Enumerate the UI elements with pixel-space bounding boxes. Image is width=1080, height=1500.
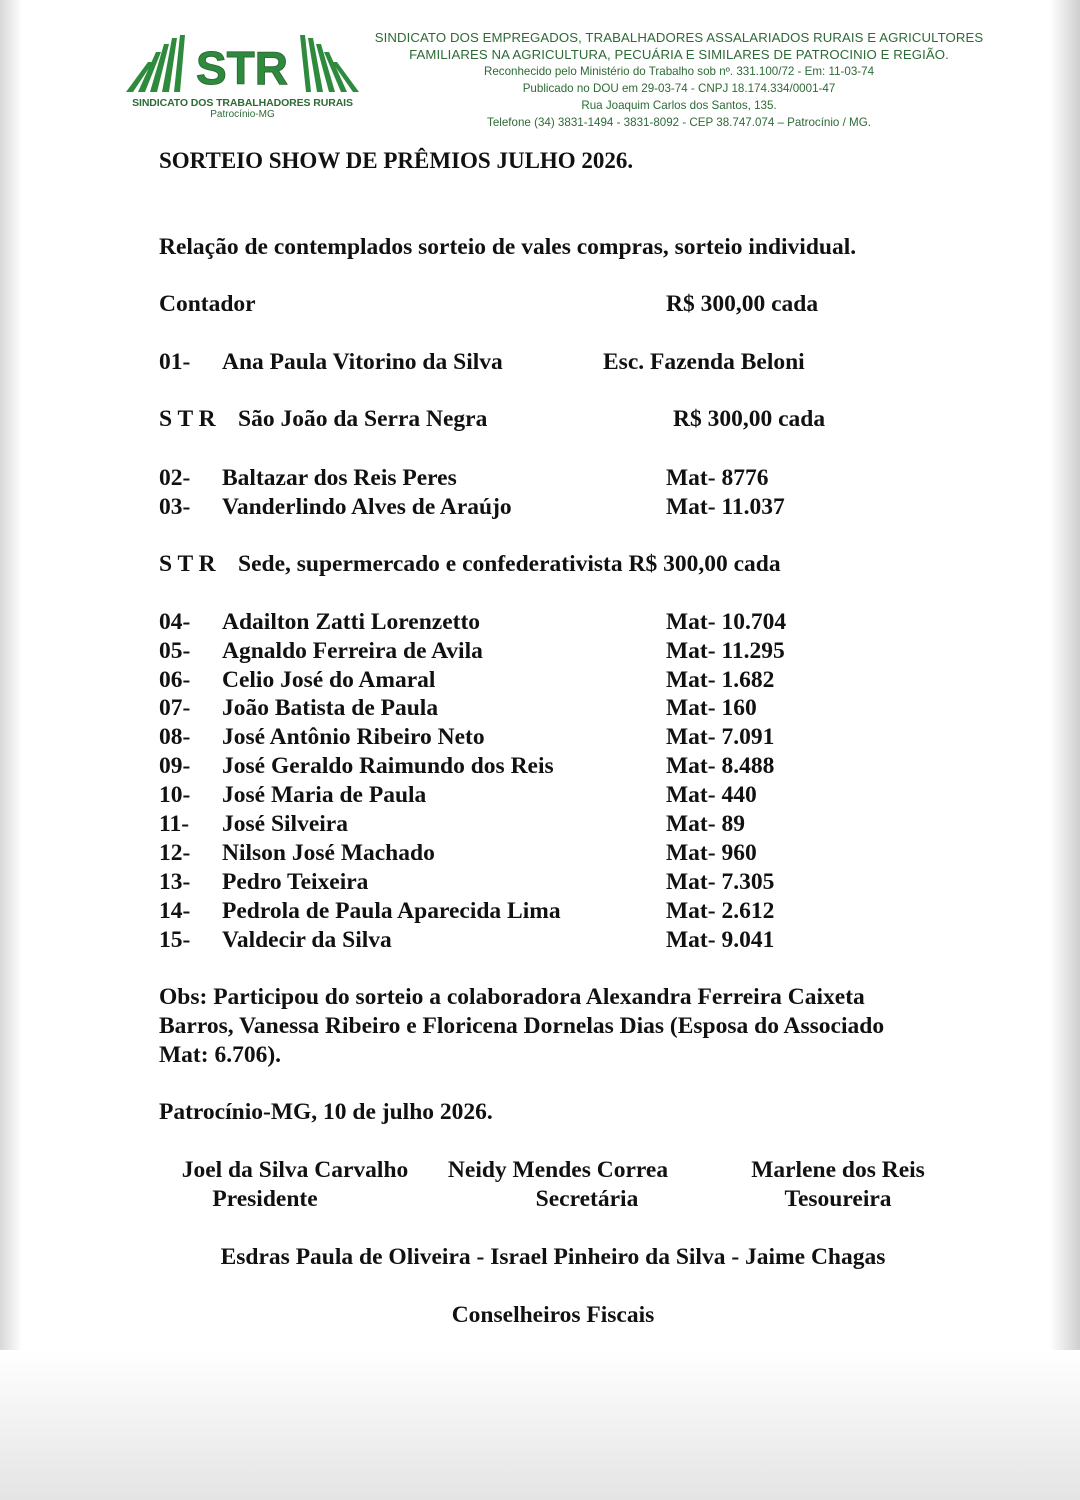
signature-role: Secretária — [535, 1186, 639, 1212]
entry-number: 08- — [159, 724, 191, 750]
entry-info: Mat- 8.488 — [666, 753, 775, 779]
entry-name: José Geraldo Raimundo dos Reis — [222, 753, 554, 779]
org-line-3: Reconhecido pelo Ministério do Trabalho sob nº. 331.100/72 - Em: 11-03-74 — [483, 65, 875, 78]
entry-number: 15- — [159, 927, 191, 953]
section-prize-contador: R$ 300,00 cada — [666, 291, 819, 317]
signature-role: Presidente — [212, 1186, 318, 1212]
entry-info: Mat- 1.682 — [666, 667, 775, 693]
intro-text: Relação de contemplados sorteio de vales compras, sorteio individual. — [159, 234, 857, 260]
entry-number: 04- — [159, 609, 191, 635]
entry-info: Mat- 9.041 — [666, 927, 775, 953]
entry-name: João Batista de Paula — [222, 695, 439, 721]
entry-number: 05- — [159, 638, 191, 664]
page-bottom-shadow — [0, 1350, 1080, 1500]
entry-info: Mat- 7.091 — [666, 724, 775, 750]
entry-number: 12- — [159, 840, 191, 866]
entry-name: José Antônio Ribeiro Neto — [222, 724, 485, 750]
section-heading-sede: Sede, supermercado e confederativista R$ 300,00 cada — [238, 551, 781, 577]
page-edge-shadow-right — [1050, 0, 1080, 1500]
page-edge-shadow-left — [0, 0, 22, 1500]
signature-name: Joel da Silva Carvalho — [181, 1157, 409, 1183]
logo-city: Patrocínio-MG — [210, 109, 275, 120]
org-line-2: FAMILIARES NA AGRICULTURA, PECUÁRIA E SIMILARES DE PATROCINIO E REGIÃO. — [409, 47, 949, 62]
section-heading-sao-joao: São João da Serra Negra — [238, 406, 488, 432]
str-logo-graphic — [120, 30, 365, 102]
section-prize-sao-joao: R$ 300,00 cada — [673, 406, 826, 432]
entry-number: 07- — [159, 695, 191, 721]
date-line: Patrocínio-MG, 10 de julho 2026. — [159, 1099, 493, 1125]
council-title: Conselheiros Fiscais — [451, 1302, 655, 1328]
page-title: SORTEIO SHOW DE PRÊMIOS JULHO 2026. — [159, 148, 634, 173]
entry-name: Nilson José Machado — [222, 840, 435, 866]
entry-number: 09- — [159, 753, 191, 779]
entry-info: Mat- 960 — [666, 840, 757, 866]
entry-number: 10- — [159, 782, 191, 808]
entry-name: José Silveira — [222, 811, 348, 837]
entry-name: Agnaldo Ferreira de Avila — [222, 638, 483, 664]
entry-info: Mat- 440 — [666, 782, 757, 808]
obs-line-3: Mat: 6.706). — [159, 1042, 282, 1068]
section-prefix-str: S T R — [159, 406, 216, 432]
entry-name: Vanderlindo Alves de Araújo — [222, 494, 512, 520]
entry-name: Pedro Teixeira — [222, 869, 369, 895]
entry-name: Valdecir da Silva — [222, 927, 392, 953]
entry-name: Adailton Zatti Lorenzetto — [222, 609, 481, 635]
entry-info: Esc. Fazenda Beloni — [603, 349, 805, 375]
org-line-6: Telefone (34) 3831-1494 - 3831-8092 - CEP 38.747.074 – Patrocínio / MG. — [487, 116, 871, 129]
logo-organization-name: SINDICATO DOS TRABALHADORES RURAIS — [132, 97, 353, 109]
entry-name: Baltazar dos Reis Peres — [222, 465, 457, 491]
signature-role: Tesoureira — [784, 1186, 892, 1212]
entry-name: Celio José do Amaral — [222, 667, 436, 693]
entry-number: 13- — [159, 869, 191, 895]
entry-info: Mat- 7.305 — [666, 869, 775, 895]
obs-line-2: Barros, Vanessa Ribeiro e Floricena Dornelas Dias (Esposa do Associado — [159, 1013, 885, 1039]
org-line-1: SINDICATO DOS EMPREGADOS, TRABALHADORES ASSALARIADOS RURAIS E AGRICULTORES — [374, 30, 984, 45]
org-line-5: Rua Joaquim Carlos dos Santos, 135. — [581, 99, 777, 112]
entry-info: Mat- 89 — [666, 811, 745, 837]
entry-info: Mat- 11.037 — [666, 494, 785, 520]
signature-name: Marlene dos Reis — [751, 1157, 925, 1183]
council-names: Esdras Paula de Oliveira - Israel Pinheiro da Silva - Jaime Chagas — [220, 1244, 886, 1270]
entry-number: 11- — [159, 811, 190, 837]
entry-info: Mat- 160 — [666, 695, 757, 721]
entry-number: 06- — [159, 667, 191, 693]
entry-info: Mat- 2.612 — [666, 898, 775, 924]
entry-name: José Maria de Paula — [222, 782, 427, 808]
section-heading-contador: Contador — [159, 291, 256, 317]
section-prefix-str: S T R — [159, 551, 216, 577]
entry-number: 03- — [159, 494, 191, 520]
entry-info: Mat- 11.295 — [666, 638, 785, 664]
entry-number: 02- — [159, 465, 191, 491]
entry-number: 14- — [159, 898, 191, 924]
org-line-4: Publicado no DOU em 29-03-74 - CNPJ 18.174.334/0001-47 — [522, 82, 836, 95]
entry-number: 01- — [159, 349, 191, 375]
logo-text: STR — [196, 42, 288, 94]
entry-info: Mat- 8776 — [666, 465, 769, 491]
organization-header — [372, 29, 986, 131]
entry-info: Mat- 10.704 — [666, 609, 787, 635]
entry-name: Pedrola de Paula Aparecida Lima — [222, 898, 561, 924]
entry-name: Ana Paula Vitorino da Silva — [222, 349, 503, 375]
str-logo — [120, 30, 365, 125]
signature-name: Neidy Mendes Correa — [447, 1157, 669, 1183]
obs-line-1: Obs: Participou do sorteio a colaboradora Alexandra Ferreira Caixeta — [159, 984, 865, 1010]
